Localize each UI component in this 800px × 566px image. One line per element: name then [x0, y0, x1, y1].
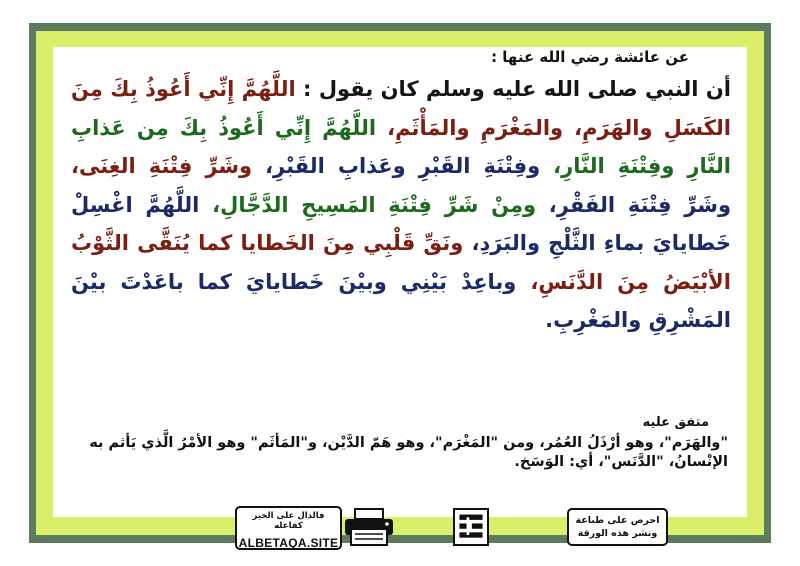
- hadith-supplication-11: اللَّهُمَّ اغْسِلْ خَطايايَ بماءِ الثَّلْجِ والبَرَدِ،: [71, 192, 731, 255]
- footer-print-line-2: ونشر هذه الورقة: [577, 528, 658, 539]
- hadith-supplication-12: ونَقِّ قَلْبِي: [363, 231, 464, 255]
- hadith-supplication-2: مِنَ الكَسَلِ والهَرَمِ، والمَغْرَمِ والمَأْثَمِ،: [71, 77, 731, 140]
- hadith-supplication-8: وشَرِّ فِتْنَةِ الفَقْرِ،: [536, 192, 731, 217]
- hadith-supplication-15: بَيْنِي وبيْنَ خَطايايَ كما باعَدْتَ بيْنَ المَشْرِقِ والمَغْرِبِ.: [71, 269, 731, 332]
- hadith-supplication-5: وفِتْنَةِ القَبْرِ وعَذابِ القَبْرِ،: [252, 154, 541, 178]
- footer-site: ALBETAQA.SITE: [238, 536, 339, 550]
- hadith-narration: أن النبي صلى الله عليه وسلم كان يقول :: [295, 77, 731, 101]
- hadith-supplication-7: فِتْنَةِ الغِنَى،: [71, 154, 206, 178]
- hadith-supplication-6: وشَرِّ: [205, 154, 253, 178]
- hadith-supplication-10: الدَّجَّالِ،: [199, 192, 302, 217]
- hadith-source: متفق عليه: [642, 415, 709, 430]
- hadith-supplication-1: اللَّهُمَّ إِنِّي أَعُوذُ بِكَ: [110, 77, 296, 101]
- printer-icon: [341, 507, 397, 547]
- logo-icon: [453, 508, 489, 546]
- hadith-supplication-9: ومِنْ شَرِّ فِتْنَةِ المَسِيحِ: [301, 192, 537, 217]
- hadith-supplication-14: وباعِدْ: [461, 269, 517, 294]
- hadith-supplication-13: مِنَ الخَطايا كما يُنَقَّى الثَّوْبُ الأبْيَضُ مِنَ الدَّنَسِ،: [71, 231, 731, 294]
- footer-print-line-1: احرص على طباعة: [575, 515, 660, 526]
- glossary-note: "والهَرَم"، وهو أرْذَلُ العُمُر، ومن "المَغْرَم"، وهو هَمّ الدَّيْن، و"المَأثَم" وهو الأمْرُ الَّذي يَأثم به الإنْسانُ، "الدَّنَس"، أي: الوَسَخ.: [89, 435, 728, 470]
- footer-proverb: فالدال على الخير كفاعله: [252, 511, 325, 531]
- hadith-supplication-4: عَذابِ النَّارِ وفِتْنَةِ النَّارِ،: [71, 115, 731, 178]
- hadith-text: [71, 70, 731, 340]
- intro-line: عن عائشة رضي الله عنها :: [491, 48, 689, 66]
- card-paper: [53, 47, 747, 550]
- footer-print-badge: [567, 508, 668, 546]
- footer-site-badge: [235, 506, 342, 550]
- hadith-supplication-3: اللَّهُمَّ إِنِّي أَعُوذُ بِكَ مِن: [136, 115, 377, 140]
